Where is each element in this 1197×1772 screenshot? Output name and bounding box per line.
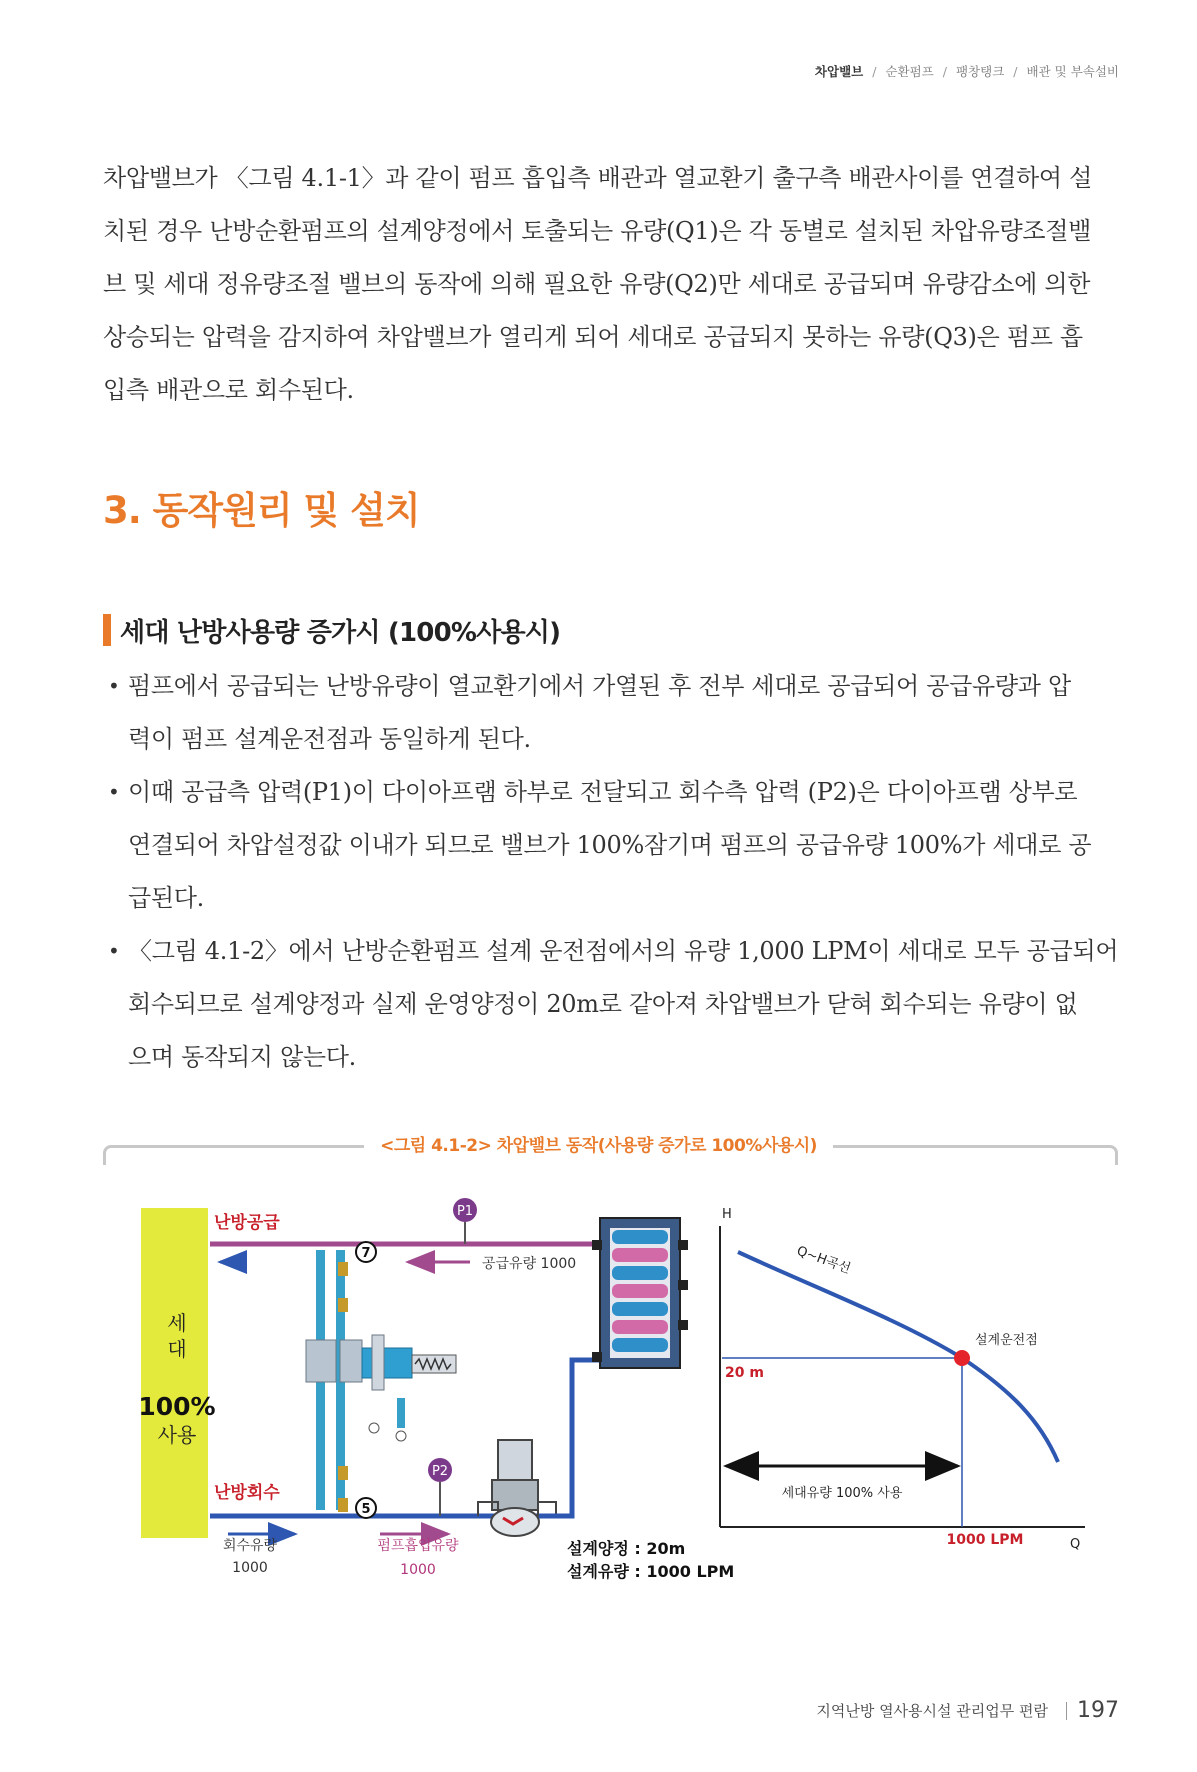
section-title: 3. 동작원리 및 설치: [103, 489, 420, 532]
qh-chart: [720, 1207, 1085, 1552]
breadcrumb-separator: /: [1013, 64, 1018, 79]
breadcrumb-separator: /: [872, 64, 877, 79]
page-number: 197: [1077, 1698, 1119, 1723]
valve-7-label: 7: [361, 1246, 371, 1261]
heat-exchanger-icon: [592, 1218, 688, 1368]
household-label-2: 대: [167, 1337, 187, 1361]
bullet-line: 회수되므로 설계양정과 실제 운영양정이 20m로 같아져 차압밸브가 닫혀 회수되는 유량이 없: [128, 990, 1078, 1018]
breadcrumb-item-pump[interactable]: 순환펌프: [885, 64, 934, 79]
intro-line: 차압밸브가 〈그림 4.1-1〉과 같이 펌프 흡입측 배관과 열교환기 출구측 배관사이를 연결하여 설: [103, 164, 1093, 192]
subsection-title: 세대 난방사용량 증가시 (100%사용시): [120, 617, 561, 648]
supply-flow-text: 공급유량 1000: [482, 1256, 577, 1272]
breadcrumb-item-piping[interactable]: 배관 및 부속설비: [1026, 64, 1119, 79]
bullet-line: 연결되어 차압설정값 이내가 되므로 밸브가 100%잠기며 펌프의 공급유량 100%가 세대로 공: [128, 831, 1092, 859]
pump-suction-label: 펌프흡입유량: [377, 1538, 459, 1554]
household-use: 사용: [157, 1423, 197, 1447]
bullet-line: 으며 동작되지 않는다.: [128, 1043, 356, 1071]
qh-curve-label: Q~H곡선: [794, 1243, 853, 1277]
bullet-dot: •: [108, 780, 120, 804]
bullet-dot: •: [108, 939, 120, 963]
bullet-line: 펌프에서 공급되는 난방유량이 열교환기에서 가열된 후 전부 세대로 공급되어 공급유량과 압: [128, 672, 1071, 700]
pump-suction-value: 1000: [400, 1562, 436, 1578]
operating-point-marker: [954, 1350, 970, 1366]
flow-marker-label: 1000 LPM: [946, 1532, 1024, 1548]
design-flow-text: 설계유량 : 1000 LPM: [567, 1562, 735, 1581]
intro-line: 브 및 세대 정유량조절 밸브의 동작에 의해 필요한 유량(Q2)만 세대로 공급되며 유량감소에 의한: [103, 270, 1091, 298]
valve-5-label: 5: [361, 1502, 371, 1517]
breadcrumb-item-tank[interactable]: 팽창탱크: [955, 64, 1005, 79]
footer-title: 지역난방 열사용시설 관리업무 편람: [816, 1702, 1048, 1720]
breadcrumb-separator: /: [942, 64, 947, 79]
figure-caption-text: <그림 4.1-2> 차압밸브 동작(사용량 증가로 100%사용시): [364, 1136, 833, 1156]
return-flow-label: 회수유량: [222, 1538, 278, 1554]
intro-line: 입측 배관으로 회수된다.: [103, 376, 354, 404]
bullet-line: 력이 펌프 설계운전점과 동일하게 된다.: [128, 725, 531, 753]
span-label: 세대유량 100% 사용: [781, 1486, 903, 1501]
household-percent: 100%: [138, 1392, 216, 1421]
design-head-text: 설계양정 : 20m: [567, 1539, 686, 1558]
bullet-dot: •: [108, 674, 120, 698]
return-flow-value: 1000: [232, 1560, 268, 1576]
intro-line: 상승되는 압력을 감지하여 차압밸브가 열리게 되어 세대로 공급되지 못하는 유량(Q3)은 펌프 흡: [103, 323, 1083, 351]
footer-divider: [1066, 1702, 1067, 1720]
qh-curve-line: [738, 1252, 1058, 1462]
circulation-pump-icon: [478, 1440, 556, 1536]
p1-label: P1: [456, 1204, 474, 1219]
chart-y-axis-label: H: [722, 1207, 732, 1222]
intro-line: 치된 경우 난방순환펌프의 설계양정에서 토출되는 유량(Q1)은 각 동별로 설치된 차압유량조절밸: [103, 217, 1092, 245]
household-block: [141, 1208, 208, 1538]
breadcrumb-item-diff-valve[interactable]: 차압밸브: [814, 64, 864, 79]
page-footer: [816, 1698, 1119, 1723]
pump-to-hx-pipe: [555, 1360, 600, 1516]
head-marker-label: 20 m: [725, 1365, 764, 1381]
return-label: 난방회수: [214, 1483, 280, 1503]
bullet-line: 〈그림 4.1-2〉에서 난방순환펌프 설계 운전점에서의 유량 1,000 LPM이 세대로 모두 공급되어: [128, 937, 1119, 965]
p2-label: P2: [431, 1464, 449, 1479]
household-label-1: 세: [167, 1311, 187, 1335]
bullet-line: 이때 공급측 압력(P1)이 다이아프램 하부로 전달되고 회수측 압력 (P2)은 다이아프램 상부로: [128, 778, 1078, 806]
bullet-line: 급된다.: [128, 884, 204, 912]
operating-point-label: 설계운전점: [975, 1333, 1038, 1348]
supply-label: 난방공급: [214, 1213, 280, 1233]
chart-x-axis-label: Q: [1070, 1537, 1081, 1552]
